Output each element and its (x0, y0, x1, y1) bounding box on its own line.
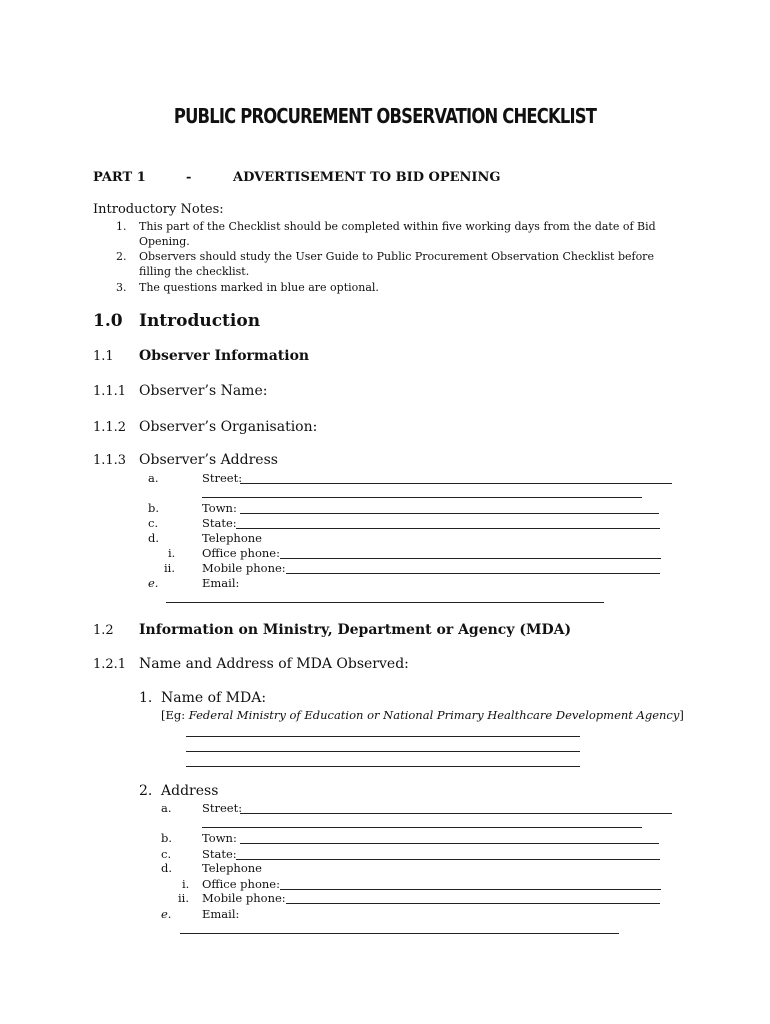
section-1-1-num: 1.1 (93, 349, 114, 364)
mda-email-line[interactable] (180, 933, 619, 934)
obs-town-label: Town: (202, 501, 237, 515)
note-2-num: 2. (116, 250, 127, 263)
note-3-line1: The questions marked in blue are optional. (139, 281, 379, 294)
obs-marker-a: a. (148, 471, 159, 485)
mda-marker-a: a. (161, 801, 172, 815)
obs-marker-e: e. (148, 576, 159, 590)
section-1-2-label: Information on Ministry, Department or Agency (MDA) (139, 622, 572, 638)
note-3-num: 3. (116, 281, 127, 294)
obs-street-label: Street: (202, 471, 243, 485)
page-title: PUBLIC PROCUREMENT OBSERVATION CHECKLIST (173, 104, 597, 128)
mda-mobile-line[interactable] (286, 903, 660, 904)
mda-item-1-label: Name of MDA: (161, 690, 267, 706)
mda-state-label: State: (202, 847, 237, 861)
obs-mobile-line[interactable] (286, 573, 660, 574)
section-1-0-num: 1.0 (93, 311, 123, 331)
mda-street-label: Street: (202, 801, 243, 815)
mda-marker-b: b. (161, 831, 173, 845)
mda-marker-d: d. (161, 861, 173, 875)
mda-marker-e: e. (161, 907, 172, 921)
mda-item-2-num: 2. (139, 783, 153, 799)
mda-street-line-1[interactable] (240, 813, 672, 814)
mda-state-line[interactable] (236, 859, 660, 860)
mda-name-line-1[interactable] (186, 736, 580, 737)
mda-office-line[interactable] (280, 889, 661, 890)
obs-marker-d: d. (148, 531, 160, 545)
mda-example-prefix: [Eg: (161, 708, 189, 722)
section-1-2-num: 1.2 (93, 623, 114, 638)
obs-email-label: Email: (202, 576, 240, 590)
section-1-1-1-num: 1.1.1 (93, 384, 127, 399)
obs-office-label: Office phone: (202, 546, 280, 560)
obs-street-line-1[interactable] (240, 483, 672, 484)
mda-email-label: Email: (202, 907, 240, 921)
section-1-1-3-label: Observer’s Address (139, 452, 278, 468)
mda-name-line-2[interactable] (186, 751, 580, 752)
section-1-2-1-num: 1.2.1 (93, 657, 127, 672)
section-1-2-1-label: Name and Address of MDA Observed: (139, 656, 409, 672)
obs-mobile-label: Mobile phone: (202, 561, 286, 575)
mda-name-line-3[interactable] (186, 766, 580, 767)
section-1-1-3-num: 1.1.3 (93, 453, 127, 468)
obs-state-line[interactable] (236, 528, 660, 529)
obs-marker-c: c. (148, 516, 159, 530)
section-1-1-2-label: Observer’s Organisation: (139, 419, 318, 435)
obs-marker-b: b. (148, 501, 160, 515)
mda-marker-ii: ii. (178, 891, 190, 905)
obs-email-line[interactable] (166, 602, 604, 603)
note-2-line2: filling the checklist. (139, 265, 250, 278)
mda-marker-i: i. (182, 877, 190, 891)
mda-town-label: Town: (202, 831, 237, 845)
intro-heading: Introductory Notes: (93, 202, 224, 217)
obs-street-line-2[interactable] (202, 497, 642, 498)
section-1-1-label: Observer Information (139, 348, 310, 364)
mda-office-label: Office phone: (202, 877, 280, 891)
note-1-line2: Opening. (139, 235, 190, 248)
section-1-1-1-label: Observer’s Name: (139, 383, 268, 399)
mda-item-2-label: Address (161, 783, 219, 799)
part-label: PART 1 (93, 170, 146, 185)
mda-example-suffix: ] (679, 708, 684, 722)
mda-telephone-label: Telephone (202, 861, 262, 875)
obs-telephone-label: Telephone (202, 531, 262, 545)
mda-item-1-num: 1. (139, 690, 153, 706)
note-1-line1: This part of the Checklist should be completed within five working days from the date of Bid (139, 220, 656, 233)
obs-office-line[interactable] (280, 558, 661, 559)
mda-town-line[interactable] (240, 843, 659, 844)
obs-marker-i: i. (168, 546, 176, 560)
note-1-num: 1. (116, 220, 127, 233)
part-dash: - (186, 170, 192, 185)
obs-state-label: State: (202, 516, 237, 530)
mda-street-line-2[interactable] (202, 827, 642, 828)
mda-example (161, 708, 684, 722)
section-1-0-label: Introduction (139, 311, 261, 331)
obs-marker-ii: ii. (164, 561, 176, 575)
section-1-1-2-num: 1.1.2 (93, 420, 127, 435)
mda-marker-c: c. (161, 847, 172, 861)
note-2-line1: Observers should study the User Guide to Public Procurement Observation Checklist before (139, 250, 654, 263)
part-heading: ADVERTISEMENT TO BID OPENING (233, 170, 501, 185)
mda-example-text: Federal Ministry of Education or National Primary Healthcare Development Agency (188, 708, 680, 722)
mda-mobile-label: Mobile phone: (202, 891, 286, 905)
obs-town-line[interactable] (240, 513, 659, 514)
